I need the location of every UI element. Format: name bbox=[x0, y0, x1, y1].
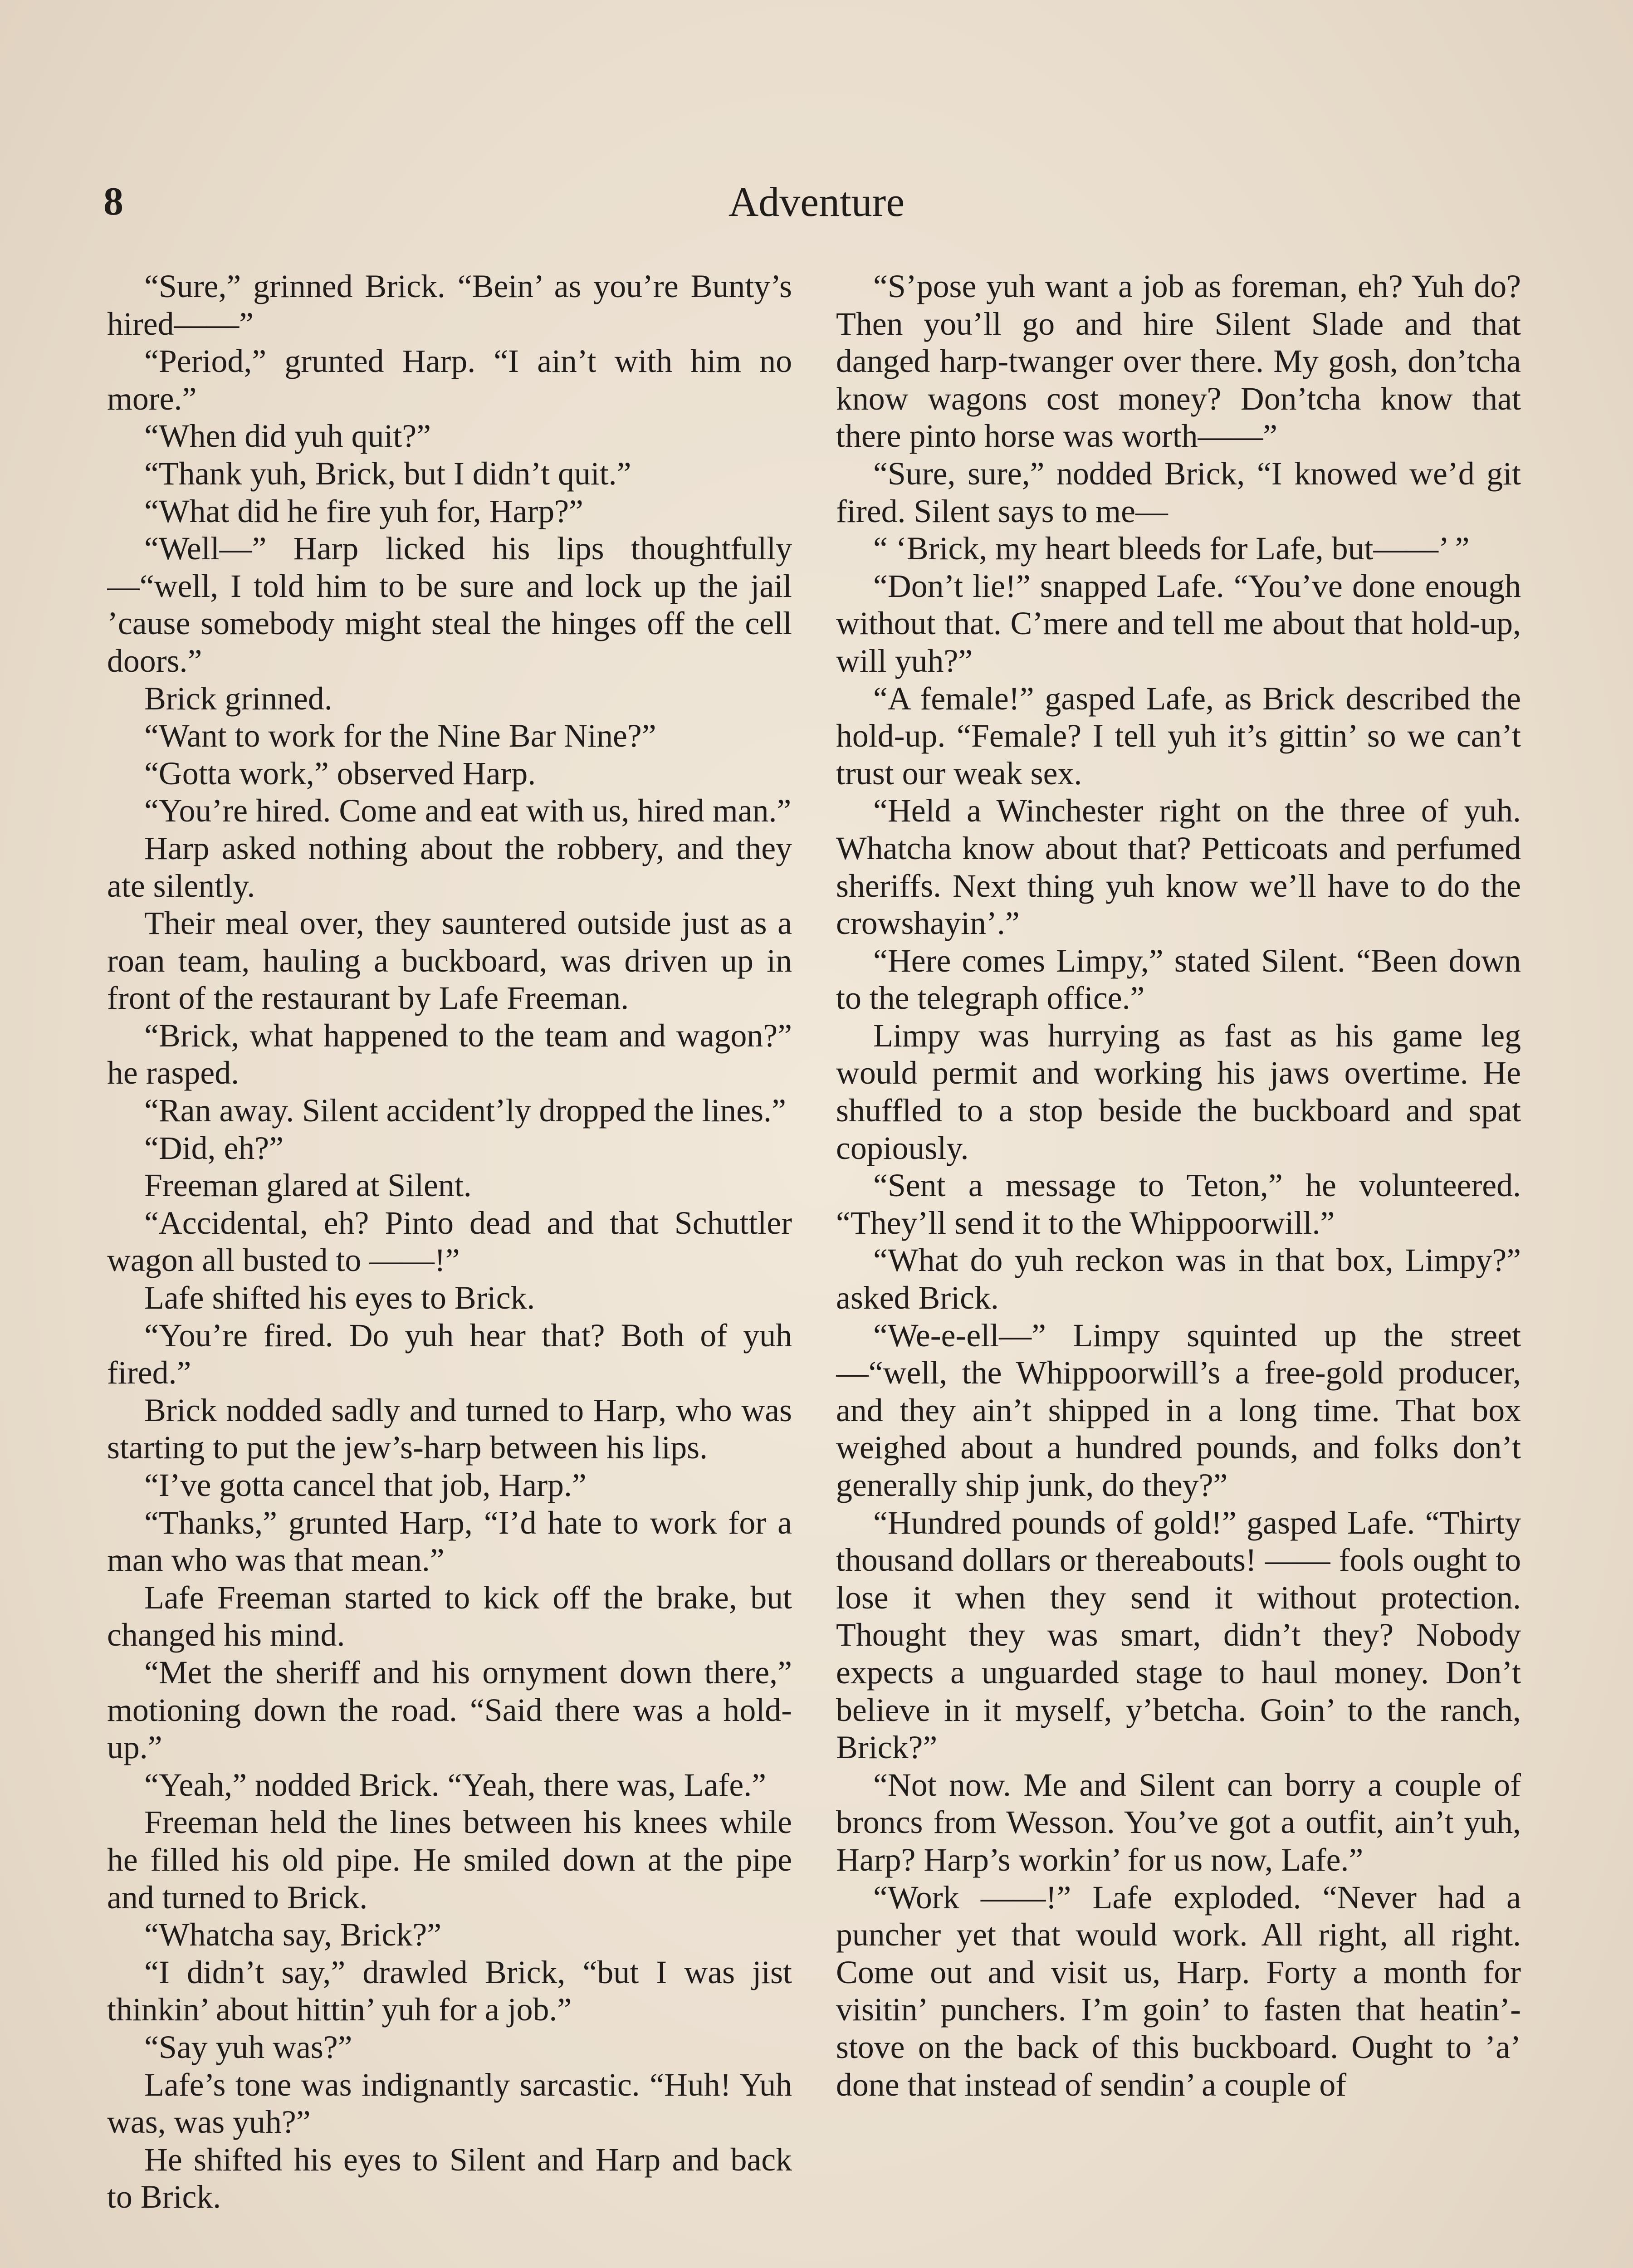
paragraph: “What did he fire yuh for, Harp?” bbox=[144, 493, 583, 529]
paragraph: “We-e-ell—” Limpy squinted up the street—“well, the Whippoorwill’s a free-gold producer, and they ain’t shipped in a long time. That box weighed about a hundred pounds, and folks don’t generally ship junk, do they?” bbox=[836, 1317, 1521, 1503]
paragraph: “Say yuh was?” bbox=[144, 2028, 352, 2065]
page-number: 8 bbox=[103, 180, 123, 224]
paragraph: “Sure, sure,” nodded Brick, “I knowed we’d git fired. Silent says to me— bbox=[836, 455, 1521, 529]
running-title: Adventure bbox=[728, 179, 905, 225]
paragraph: “Here comes Limpy,” stated Silent. “Been down to the telegraph office.” bbox=[836, 942, 1521, 1017]
paragraph: Their meal over, they sauntered outside just as a roan team, hauling a buckboard, was driven up in front of the restaurant by Lafe Freeman. bbox=[107, 905, 792, 1017]
paragraph: “You’re fired. Do yuh hear that? Both of yuh fired.” bbox=[107, 1317, 792, 1391]
page-header bbox=[0, 175, 1633, 229]
paragraph: Freeman held the lines between his knees while he filled his old pipe. He smiled down at the pipe and turned to Brick. bbox=[107, 1804, 792, 1916]
paragraph: “Thank yuh, Brick, but I didn’t quit.” bbox=[144, 455, 631, 492]
paragraph: “Don’t lie!” snapped Lafe. “You’ve done enough without that. C’mere and tell me about that hold-up, will yuh?” bbox=[836, 567, 1521, 679]
paragraph: “I’ve gotta cancel that job, Harp.” bbox=[144, 1467, 587, 1503]
paragraph: “Brick, what happened to the team and wagon?” he rasped. bbox=[107, 1017, 792, 1091]
left-column bbox=[107, 268, 792, 2268]
paragraph: “You’re hired. Come and eat with us, hired man.” bbox=[144, 792, 792, 829]
paragraph: “A female!” gasped Lafe, as Brick described the hold-up. “Female? I tell yuh it’s gittin’ so we can’t trust our weak sex. bbox=[836, 680, 1521, 792]
paragraph: “What do yuh reckon was in that box, Limpy?” asked Brick. bbox=[836, 1242, 1521, 1316]
paragraph: Harp asked nothing about the robbery, and they ate silently. bbox=[107, 830, 792, 904]
paragraph: “Did, eh?” bbox=[144, 1129, 284, 1166]
paragraph: “Ran away. Silent accident’ly dropped the lines.” bbox=[144, 1092, 786, 1129]
paragraph: Lafe’s tone was indignantly sarcastic. “Huh! Yuh was, was yuh?” bbox=[107, 2066, 792, 2141]
paragraph: “ ‘Brick, my heart bleeds for Lafe, but——’ ” bbox=[873, 530, 1470, 567]
paragraph: Brick grinned. bbox=[144, 680, 332, 717]
paragraph: “Period,” grunted Harp. “I ain’t with him no more.” bbox=[107, 343, 792, 417]
paragraph: “I didn’t say,” drawled Brick, “but I was jist thinkin’ about hittin’ yuh for a job.” bbox=[107, 1954, 792, 2028]
paragraph: “Work ——!” Lafe exploded. “Never had a puncher yet that would work. All right, all right. Come out and visit us, Harp. Forty a month for visitin’ punchers. I’m goin’ to fasten that heatin’-stove on the back of this buckboard. Ought to ’a’ done that instead of sendin’ a couple of bbox=[836, 1879, 1521, 2103]
paragraph: “Met the sheriff and his ornyment down there,” motioning down the road. “Said there was a hold-up.” bbox=[107, 1654, 792, 1766]
paragraph: “Not now. Me and Silent can borry a couple of broncs from Wesson. You’ve got a outfit, ain’t yuh, Harp? Harp’s workin’ for us now, Lafe.” bbox=[836, 1766, 1521, 1878]
paragraph: “Hundred pounds of gold!” gasped Lafe. “Thirty thousand dollars or thereabouts! —— fools ought to lose it when they send it without protection. Thought they was smart, didn’t they? Nobody expects a unguarded stage to haul money. Don’t believe in it myself, y’betcha. Goin’ to the ranch, Brick?” bbox=[836, 1504, 1521, 1766]
paragraph: “Yeah,” nodded Brick. “Yeah, there was, Lafe.” bbox=[144, 1766, 767, 1803]
paragraph: He shifted his eyes to Silent and Harp and back to Brick. bbox=[107, 2141, 792, 2215]
right-column bbox=[836, 268, 1521, 2268]
paragraph: Freeman glared at Silent. bbox=[144, 1167, 472, 1204]
paragraph: Brick nodded sadly and turned to Harp, who was starting to put the jew’s-harp between his lips. bbox=[107, 1392, 792, 1466]
paragraph: “Sure,” grinned Brick. “Bein’ as you’re Bunty’s hired——” bbox=[107, 268, 792, 342]
paragraph: “Accidental, eh? Pinto dead and that Schuttler wagon all busted to ——!” bbox=[107, 1204, 792, 1279]
paragraph: Limpy was hurrying as fast as his game leg would permit and working his jaws overtime. He shuffled to a stop beside the buckboard and spat copiously. bbox=[836, 1017, 1521, 1166]
paragraph: “Want to work for the Nine Bar Nine?” bbox=[144, 718, 656, 754]
paragraph: Lafe shifted his eyes to Brick. bbox=[144, 1280, 535, 1316]
paragraph: “When did yuh quit?” bbox=[144, 418, 431, 455]
paragraph: “S’pose yuh want a job as foreman, eh? Yuh do? Then you’ll go and hire Silent Slade and that danged harp-twanger over there. My gosh, don’tcha know wagons cost money? Don’tcha know that there pinto horse was worth——” bbox=[836, 268, 1521, 455]
paragraph: “Gotta work,” observed Harp. bbox=[144, 755, 536, 792]
paragraph: Lafe Freeman started to kick off the brake, but changed his mind. bbox=[107, 1579, 792, 1653]
paragraph: “Well—” Harp licked his lips thoughtfully—“well, I told him to be sure and lock up the jail ’cause somebody might steal the hinges off the cell doors.” bbox=[107, 530, 792, 679]
paragraph: “Thanks,” grunted Harp, “I’d hate to work for a man who was that mean.” bbox=[107, 1504, 792, 1579]
paragraph: “Sent a message to Teton,” he volunteered. “They’ll send it to the Whippoorwill.” bbox=[836, 1167, 1521, 1241]
paragraph: “Whatcha say, Brick?” bbox=[144, 1916, 442, 1953]
paragraph: “Held a Winchester right on the three of yuh. Whatcha know about that? Petticoats and perfumed sheriffs. Next thing yuh know we’ll have to do the crowshayin’.” bbox=[836, 792, 1521, 942]
